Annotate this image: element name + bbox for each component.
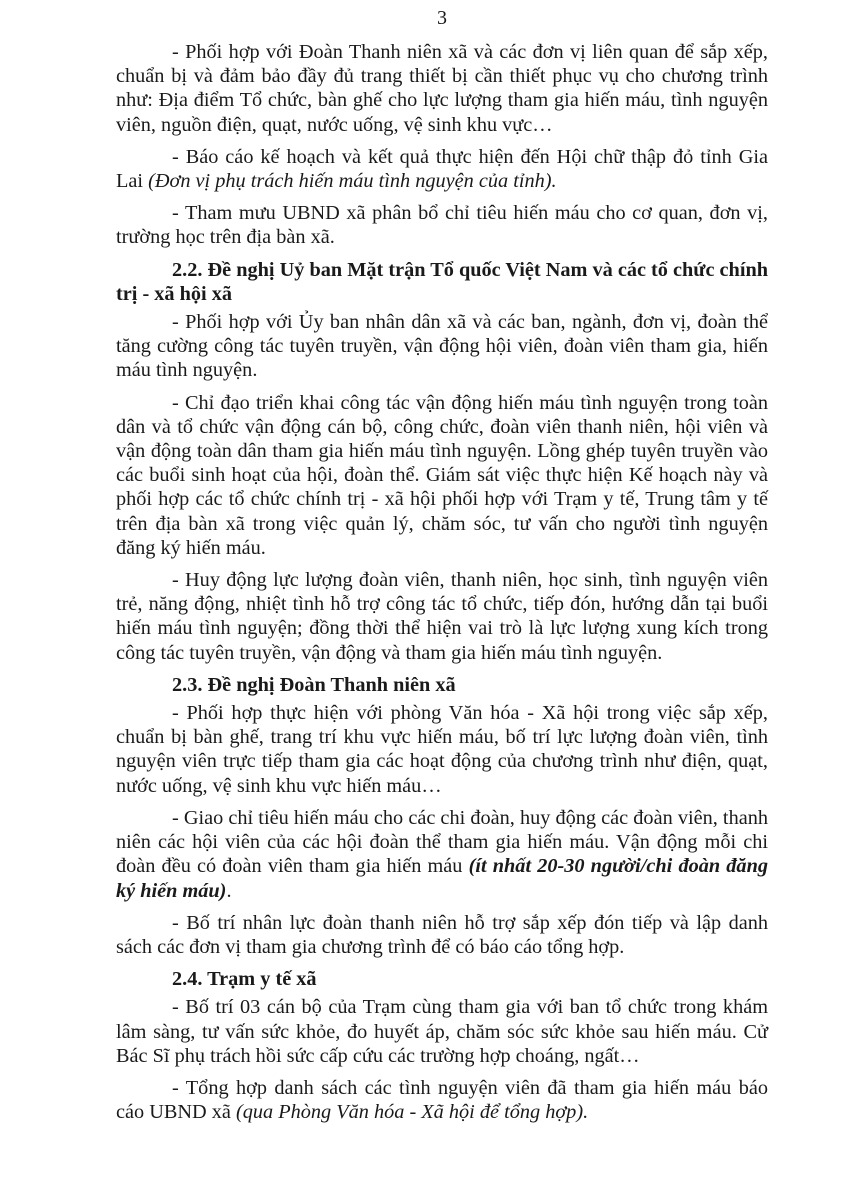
heading-text: 2.3. Đề nghị Đoàn Thanh niên xã [172, 673, 456, 696]
paragraph-text: - Bố trí 03 cán bộ của Trạm cùng tham gia với ban tổ chức trong khám lâm sàng, tư vấn sức khỏe, đo huyết áp, chăm sóc sức khỏe sau hiến máu. Cử Bác Sĩ phụ trách hồi sức cấp cứu các trường hợp choáng, ngất… [116, 996, 768, 1067]
paragraph-text: - Phối hợp thực hiện với phòng Văn hóa - Xã hội trong việc sắp xếp, chuẩn bị bàn ghế, trang trí khu vực hiến máu, bố trí lực lượng đoàn viên, tình nguyện viên trực tiếp tham gia các hoạt động của chương trình như điện, quạt, nước uống, vệ sinh khu vực hiến máu… [116, 702, 768, 797]
paragraph [116, 201, 768, 249]
paragraph [116, 701, 768, 798]
heading-text: 2.4. Trạm y tế xã [172, 968, 317, 991]
section-heading-2-3 [116, 673, 768, 697]
document-body [116, 40, 768, 1132]
paragraph-text: - Giao chỉ tiêu hiến máu cho các chi đoàn, huy động các đoàn viên, thanh niên các hội viên của các hội đoàn thể tham gia hiến máu. Vận động mỗi chi đoàn đều có đoàn viên tham gia hiến máu [116, 806, 768, 878]
paragraph-text: - Chỉ đạo triển khai công tác vận động hiến máu tình nguyện trong toàn dân và tổ chức vận động cán bộ, công chức, đoàn viên thanh niên, hội viên và vận động toàn dân tham gia hiến máu tình nguyện. Lồng ghép tuyên truyền vào các buổi sinh hoạt của hội, đoàn thể. Giám sát việc thực hiện Kế hoạch này và phối hợp các tổ chức chính trị - xã hội phối hợp với Trạm y tế, Trung tâm y tế trên địa bàn xã trong việc quản lý, chăm sóc, tư vấn cho người tình nguyện đăng ký hiến máu. [116, 391, 768, 559]
paragraph-text: - Tổng hợp danh sách các tình nguyện viên đã tham gia hiến máu báo cáo UBND xã [116, 1076, 768, 1124]
paragraph [116, 310, 768, 383]
italic-note: (qua Phòng Văn hóa - Xã hội để tổng hợp). [235, 1101, 589, 1124]
paragraph [116, 995, 768, 1068]
section-heading-2-4 [116, 967, 768, 991]
paragraph-tail: . [226, 879, 232, 902]
heading-text: 2.2. Đề nghị Uỷ ban Mặt trận Tổ quốc Việt Nam và các tổ chức chính trị - xã hội xã [116, 258, 769, 305]
paragraph [116, 40, 768, 137]
paragraph [116, 568, 768, 665]
paragraph-text: - Tham mưu UBND xã phân bổ chỉ tiêu hiến máu cho cơ quan, đơn vị, trường học trên địa bàn xã. [116, 202, 768, 249]
italic-note: (Đơn vị phụ trách hiến máu tình nguyện của tỉnh). [148, 170, 557, 193]
paragraph [116, 911, 768, 959]
paragraph-text: - Phối hợp với Đoàn Thanh niên xã và các đơn vị liên quan để sắp xếp, chuẩn bị và đảm bảo đầy đủ trang thiết bị cần thiết phục vụ cho chương trình như: Địa điểm Tổ chức, bàn ghế cho lực lượng tham gia hiến máu, tình nguyện viên, nguồn điện, quạt, nước uống, vệ sinh khu vực… [116, 41, 768, 136]
paragraph [116, 1076, 768, 1124]
paragraph-text: - Huy động lực lượng đoàn viên, thanh niên, học sinh, tình nguyện viên trẻ, năng động, nhiệt tình hỗ trợ công tác tổ chức, tiếp đón, hướng dẫn tại buổi hiến máu tình nguyện; đồng thời thể hiện vai trò là lực lượng xung kích trong công tác tuyên truyền, vận động và tham gia hiến máu tình nguyện. [116, 569, 768, 664]
paragraph [116, 145, 768, 193]
paragraph-text: - Bố trí nhân lực đoàn thanh niên hỗ trợ sắp xếp đón tiếp và lập danh sách các đơn vị tham gia chương trình để có báo cáo tổng hợp. [116, 911, 768, 958]
paragraph-text: - Báo cáo kế hoạch và kết quả thực hiện đến Hội chữ thập đỏ tỉnh Gia Lai [116, 145, 768, 193]
bold-italic-note: (ít nhất 20-30 người/chi đoàn đăng ký hiến máu) [116, 855, 768, 902]
paragraph-text: - Phối hợp với Ủy ban nhân dân xã và các ban, ngành, đơn vị, đoàn thể tăng cường công tác tuyên truyền, vận động hội viên, đoàn viên tham gia, hiến máu tình nguyện. [116, 311, 768, 382]
section-heading-2-2 [116, 258, 768, 306]
paragraph [116, 806, 768, 903]
page-number: 3 [437, 7, 447, 29]
paragraph [116, 391, 768, 560]
